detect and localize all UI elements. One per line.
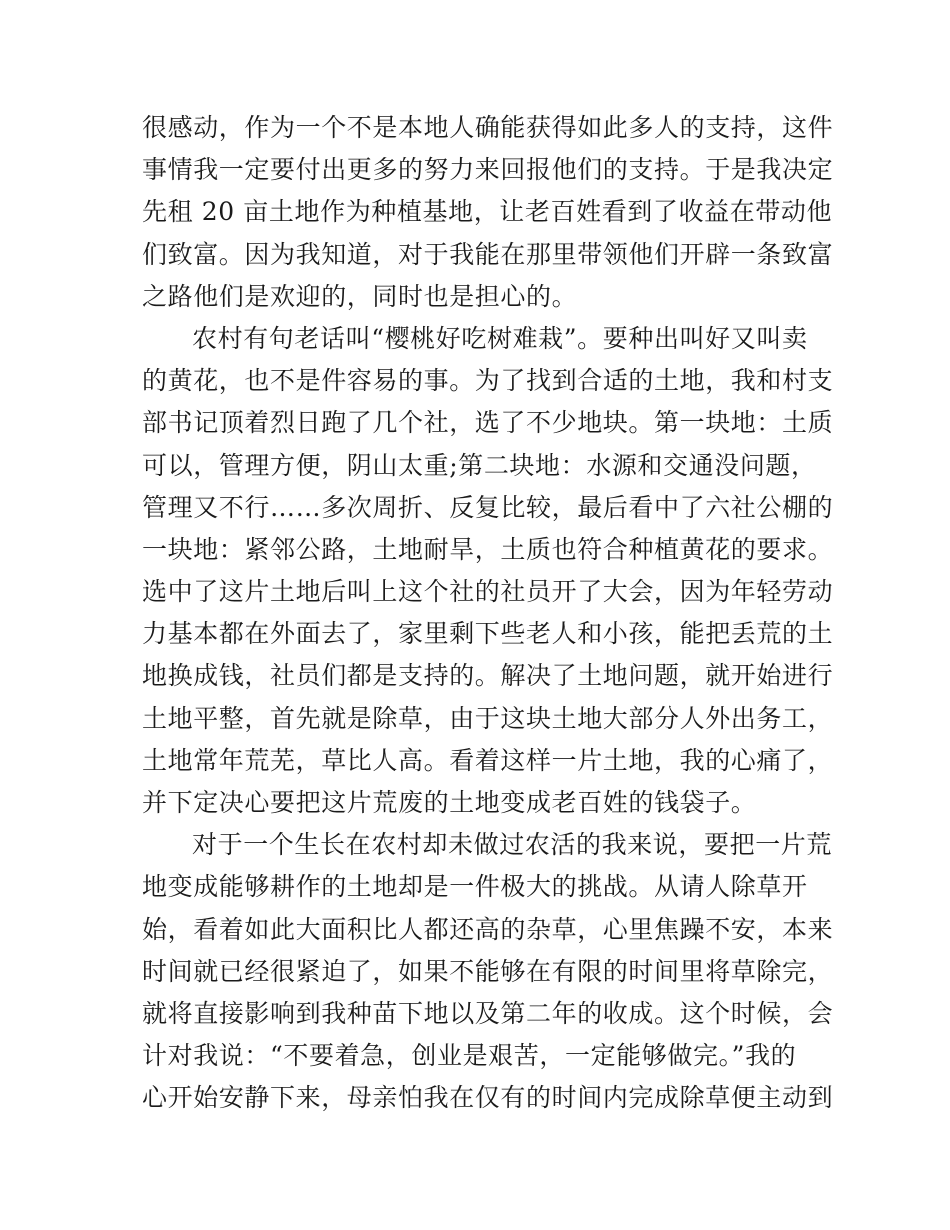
- text-line: 就将直接影响到我种苗下地以及第二年的收成。这个时候，会: [142, 998, 834, 1028]
- text-line: 很感动，作为一个不是本地人确能获得如此多人的支持，这件: [142, 113, 834, 142]
- text-line: 对于一个生长在农村却未做过农活的我来说，要把一片荒: [192, 830, 833, 860]
- text-line: 地换成钱，社员们都是支持的。解决了土地问题，就开始进行: [142, 661, 834, 691]
- paragraph: [142, 107, 834, 318]
- text-line: 之路他们是欢迎的，同时也是担心的。: [142, 281, 578, 311]
- text-line: 土地平整，首先就是除草，由于这块土地大部分人外出务工，: [142, 703, 834, 733]
- text-line: 们致富。因为我知道，对于我能在那里带领他们开辟一条致富: [142, 239, 834, 269]
- text-line: 心开始安静下来，母亲怕我在仅有的时间内完成除草便主动到: [142, 1083, 834, 1113]
- text-line: 选中了这片土地后叫上这个社的社员开了大会，因为年轻劳动: [142, 577, 834, 607]
- text-line: 事情我一定要付出更多的努力来回报他们的支持。于是我决定: [142, 155, 834, 185]
- text-line: 管理又不行……多次周折、反复比较，最后看中了六社公棚的: [142, 492, 834, 522]
- text-line: 力基本都在外面去了，家里剩下些老人和小孩，能把丢荒的土: [142, 619, 834, 649]
- text-line: 并下定决心要把这片荒废的土地变成老百姓的钱袋子。: [142, 788, 757, 817]
- text-line: 部书记顶着烈日跑了几个社，选了不少地块。第一块地：土质: [142, 408, 834, 438]
- text-line: 农村有句老话叫“樱桃好吃树难栽”。要种出叫好又叫卖: [192, 323, 808, 353]
- text-line: 地变成能够耕作的土地却是一件极大的挑战。从请人除草开: [142, 872, 808, 902]
- paragraph: [142, 318, 834, 824]
- text-line: 计对我说：“不要着急，创业是艰苦，一定能够做完。”我的: [142, 1041, 797, 1071]
- text-line: 先租 20 亩土地作为种植基地，让老百姓看到了收益在带动他: [142, 197, 833, 227]
- text-line: 时间就已经很紧迫了，如果不能够在有限的时间里将草除完，: [142, 956, 834, 986]
- text-line: 始，看着如此大面积比人都还高的杂草，心里焦躁不安，本来: [142, 914, 834, 944]
- document-body: [142, 107, 834, 1120]
- text-line: 土地常年荒芜，草比人高。看着这样一片土地，我的心痛了，: [142, 745, 834, 775]
- text-line: 的黄花，也不是件容易的事。为了找到合适的土地，我和村支: [142, 366, 834, 396]
- paragraph: [142, 824, 834, 1119]
- text-line: 可以，管理方便，阴山太重;第二块地：水源和交通没问题，: [142, 450, 817, 480]
- text-line: 一块地：紧邻公路，土地耐旱，土质也符合种植黄花的要求。: [142, 534, 834, 564]
